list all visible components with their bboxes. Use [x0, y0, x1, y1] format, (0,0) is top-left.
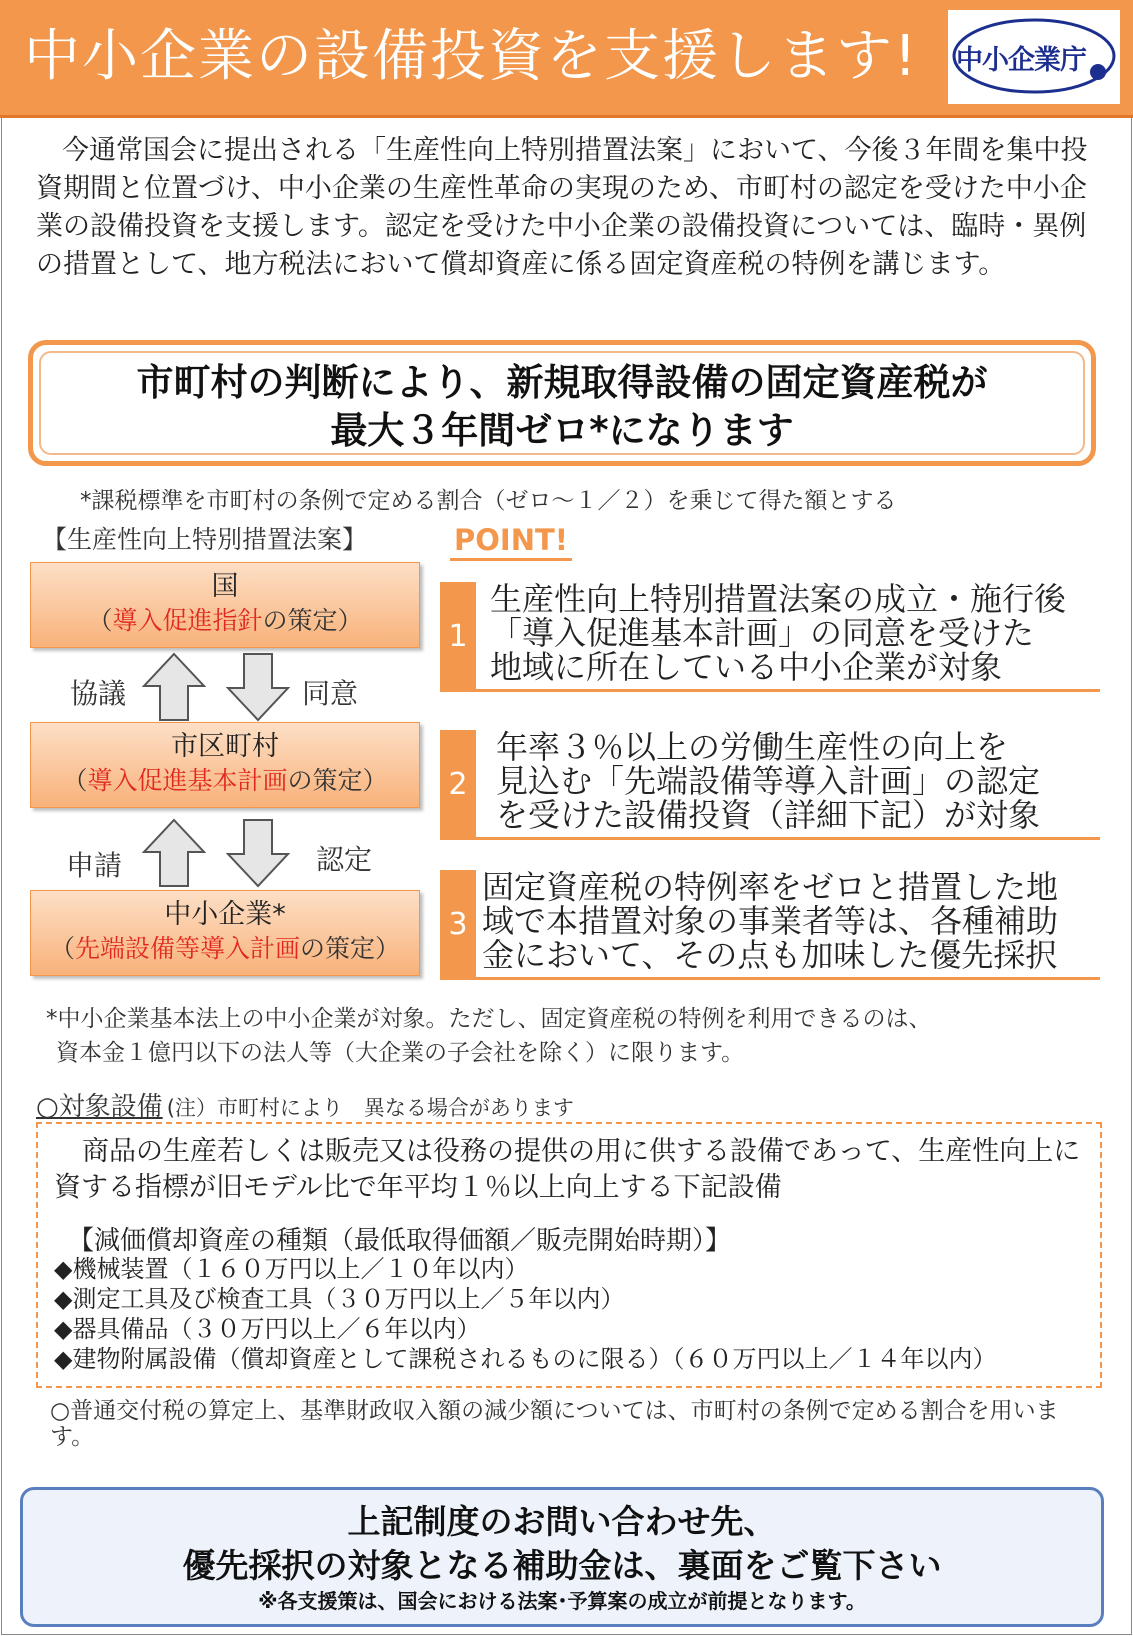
list-item: ◆器具備品（３０万円以上／６年以内） [54, 1315, 481, 1343]
page-title: 中小企業の設備投資を支援します! [24, 24, 919, 89]
point-underline [440, 837, 1100, 840]
highlight-line-1: 市町村の判断により、新規取得設備の固定資産税が [136, 361, 988, 404]
agency-logo [948, 10, 1120, 104]
flow-box-title: 中小企業* [164, 899, 286, 930]
equipment-heading [36, 1086, 574, 1123]
up-arrow-icon [142, 652, 206, 722]
point-text: 生産性向上特別措置法案の成立・施行後 「導入促進基本計画」の同意を受けた 地域に所在している中小企業が対象 [490, 580, 1067, 686]
point-underline [440, 689, 1100, 692]
equipment-box [36, 1122, 1102, 1388]
point-number: 1 [440, 582, 476, 692]
point-item [440, 582, 1100, 692]
law-label: 【生産性向上特別措置法案】 [42, 525, 368, 554]
up-arrow-icon [142, 818, 206, 888]
contact-box [20, 1487, 1104, 1627]
point-item [440, 870, 1100, 980]
point-text: 固定資産税の特例率をゼロと措置した地 域で本措置対象の事業者等は、各種補助 金において、その点も加味した優先採択 [482, 868, 1059, 974]
point-number: 2 [440, 730, 476, 840]
arrow-label-certify: 認定 [316, 843, 373, 876]
list-item: ◆測定工具及び検査工具（３０万円以上／５年以内） [54, 1285, 625, 1313]
flow-box-subtitle: （先端設備等導入計画の策定） [49, 934, 401, 963]
equipment-types-title: 【減価償却資産の種類（最低取得価額／販売開始時期）】 [68, 1226, 732, 1256]
equipment-heading-note: (注）市町村により 異なる場合があります [166, 1096, 574, 1120]
down-arrow-icon [226, 818, 290, 888]
contact-line-1: 上記制度のお問い合わせ先、 [347, 1502, 777, 1541]
highlight-text [33, 359, 1091, 455]
flow-box-municipality [30, 722, 420, 808]
highlight-line-2: 最大３年間ゼロ*になります [330, 409, 794, 452]
flow-box-title: 国 [211, 571, 239, 602]
equipment-description: 商品の生産若しくは販売又は役務の提供の用に供する設備であって、生産性向上に資する指標が旧モデル比で年平均１％以上向上する下記設備 [54, 1136, 1081, 1203]
flow-box-title: 市区町村 [171, 731, 279, 762]
arrow-label-agree: 同意 [302, 677, 359, 710]
contact-note: ※各支援策は、国会における法案･予算案の成立が前提となります。 [258, 1589, 866, 1613]
flow-box-subtitle: （導入促進基本計画の策定） [62, 766, 388, 795]
point-number: 3 [440, 870, 476, 980]
point-label: POINT! [450, 522, 572, 561]
intro-paragraph: 今通常国会に提出される「生産性向上特別措置法案」において、今後３年間を集中投資期間と位置づけ、中小企業の生産性革命の実現のため、市町村の認定を受けた中小企業の設備投資を支援します。認定を受けた中小企業の設備投資については、臨時・異例の措置として、地方税法において償却資産に係る固定資産税の特例を講じます。 [36, 135, 1088, 280]
flow-box-subtitle: （導入促進指針の策定） [87, 606, 363, 635]
flow-box-national [30, 562, 420, 648]
sme-footnote: *中小企業基本法上の中小企業が対象。ただし、固定資産税の特例を利用できるのは、 資本金１億円以下の法人等（大企業の子会社を除く）に限ります。 [46, 1006, 932, 1066]
highlight-box [28, 340, 1096, 466]
down-arrow-icon [226, 652, 290, 722]
equipment-list [54, 1254, 996, 1374]
point-underline [440, 977, 1100, 980]
arrow-label-consult: 協議 [70, 677, 127, 710]
point-text: 年率３％以上の労働生産性の向上を 見込む「先端設備等導入計画」の認定 を受けた設備投資（詳細下記）が対象 [496, 728, 1041, 834]
contact-line-2: 優先採択の対象となる補助金は、裏面をご覧下さい [182, 1546, 942, 1585]
flow-box-sme [30, 890, 420, 976]
arrow-label-apply: 申請 [66, 849, 123, 882]
point-item [440, 730, 1100, 840]
list-item: ◆建物附属設備（償却資産として課税されるものに限る）（６０万円以上／１４年以内） [54, 1345, 997, 1373]
logo-text: 中小企業庁 [956, 45, 1086, 76]
grant-note: ○普通交付税の算定上、基準財政収入額の減少額については、市町村の条例で定める割合を用います。 [50, 1398, 1059, 1450]
equipment-heading-title: ○対象設備 [36, 1092, 163, 1122]
highlight-note: *課税標準を市町村の条例で定める割合（ゼロ〜１／２）を乗じて得た額とする [80, 488, 897, 514]
list-item: ◆機械装置（１６０万円以上／１０年以内） [54, 1255, 529, 1283]
